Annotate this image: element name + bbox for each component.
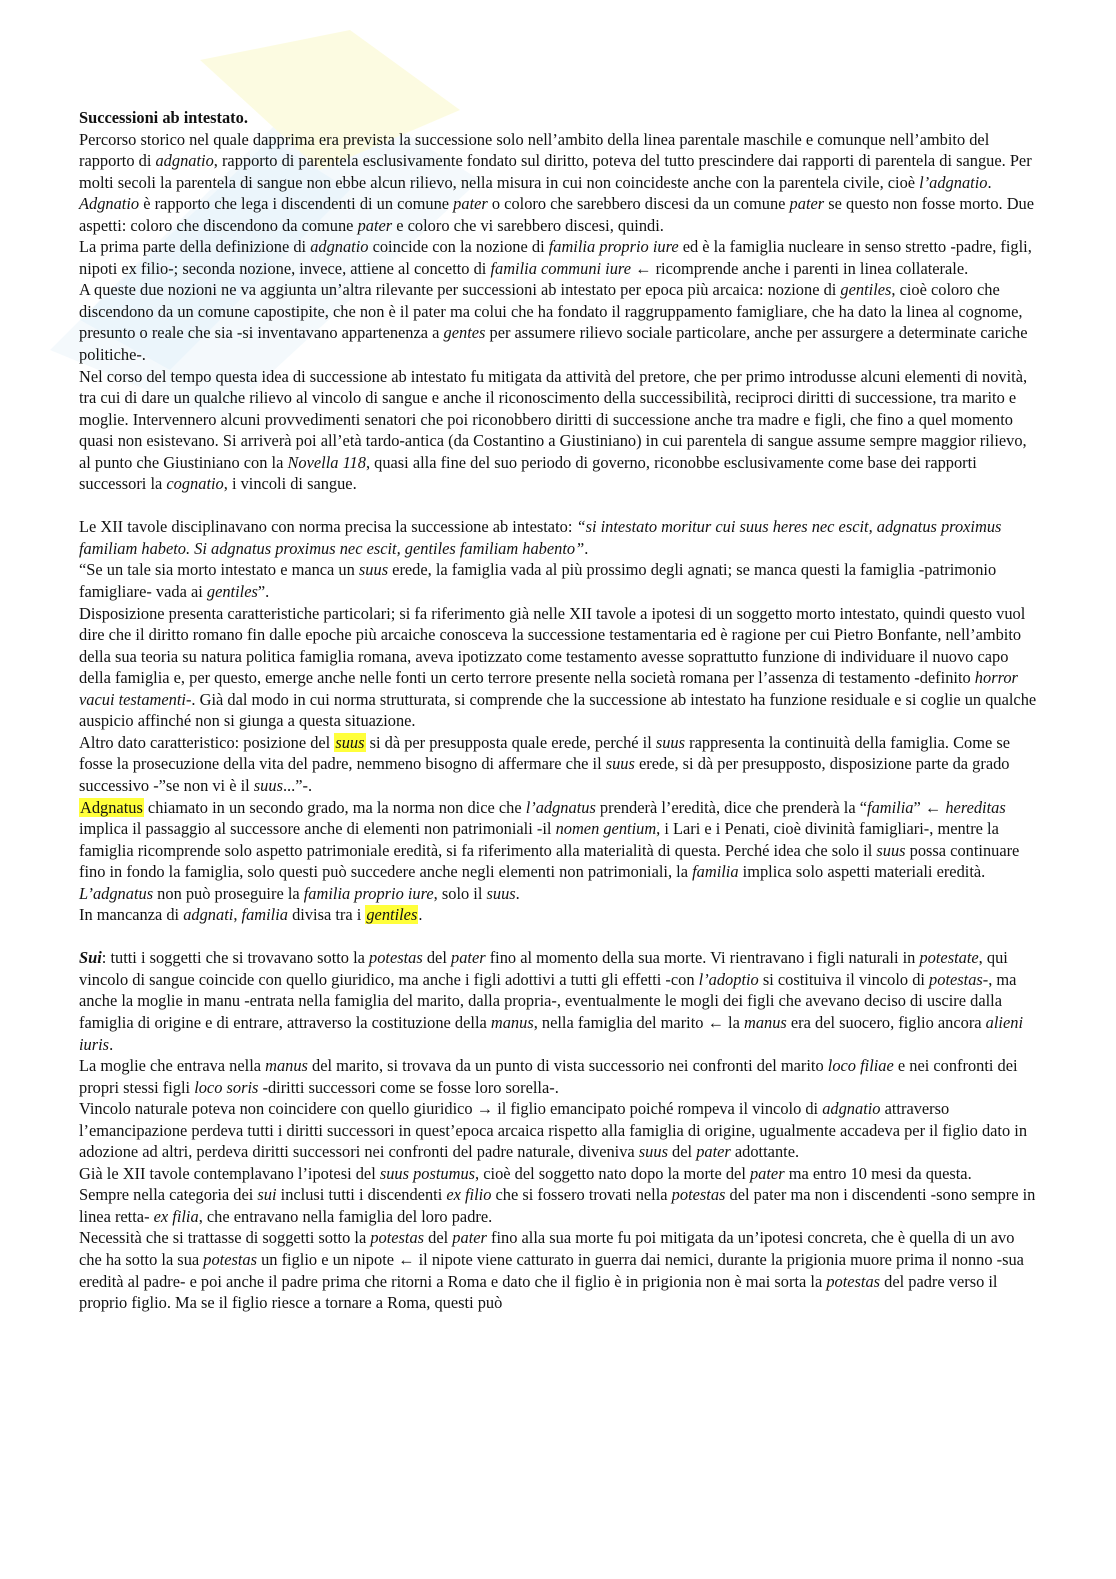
paragraph: A queste due nozioni ne va aggiunta un’altra rilevante per successioni ab intestato per epoca più arcaica: nozione di gentiles, cioè coloro che discendono da un comune capostipite, che non è il pater ma colui che ha fondato il raggruppamento famigliare, che ha dato la linea al cognome, presunto o reale che sia -si inventavano appartenenza a gentes per assumere rilievo sociale particolare, anche per assurgere a determinate cariche politiche-. bbox=[79, 280, 1028, 365]
document-title: Successioni ab intestato. bbox=[79, 108, 248, 127]
paragraph-gap bbox=[79, 926, 1039, 948]
paragraph: Altro dato caratteristico: posizione del suus si dà per presupposta quale erede, perché il suus rappresenta la continuità della famiglia. Come se fosse la prosecuzione della vita del padre, nemmeno bisogno di affermare che il suus erede, si dà per presupposto, disposizione parte da grado successivo -”se non vi è il suus...”-. bbox=[79, 732, 1010, 795]
highlight: gentiles bbox=[366, 905, 418, 925]
paragraph: Disposizione presenta caratteristiche particolari; si fa riferimento già nelle XII tavole a ipotesi di un soggetto morto intestato, quindi questo vuol dire che il diritto romano fin dalle epoche più arcaiche conosceva la successione testamentaria ed è ragione per cui Pietro Bonfante, nell’ambito della sua teoria su natura politica famiglia romana, aveva ipotizzato come testamento avesse soprattutto funzione di individuare il nuovo capo della famiglia e, per questo, emerge anche nelle fonti un certo terrore presente nella società romana per l’assenza di testamento -definito horror vacui testamenti-. Già dal modo in cui norma strutturata, si comprende che la successione ab intestato ha funzione residuale e si coglie un qualche auspicio affinché non si giunga a questa situazione. bbox=[79, 603, 1037, 731]
paragraph: Vincolo naturale poteva non coincidere con quello giuridico → il figlio emancipato poiché rompeva il vincolo di adgnatio attraverso l’emancipazione perdeva tutti i diritti successori in quest’epoca arcaica rispetto alla famiglia di origine, ugualmente accadeva per il figlio dato in adozione ad altri, perdeva diritti successori nei confronti del padre naturale, diveniva suus del pater adottante. bbox=[79, 1099, 1028, 1162]
paragraph: Adgnatio è rapporto che lega i discendenti di un comune pater o coloro che sarebbero discesi da un comune pater se questo non fosse morto. Due aspetti: coloro che discendono da comune pater e coloro che vi sarebbero discesi, quindi. bbox=[79, 194, 1035, 235]
paragraph: Nel corso del tempo questa idea di successione ab intestato fu mitigata da attività del pretore, che per primo introdusse alcuni elementi di novità, tra cui di dare un qualche rilievo al vincolo di sangue e anche il riconoscimento della successibilità, reciproci diritti di successione, tra marito e moglie. Intervennero alcuni provvedimenti senatori che poi riconobbero diritti di successione anche tra madre e figli, che fino a quel momento quasi non esistevano. Si arriverà poi all’età tardo-antica (da Costantino a Giustiniano) in cui parentela di sangue assume sempre maggior rilievo, al punto che Giustiniano con la Novella 118, quasi alla fine del suo periodo di governo, riconobbe esclusivamente come base dei rapporti successori la cognatio, i vincoli di sangue. bbox=[79, 366, 1028, 494]
paragraph-gap bbox=[79, 495, 1039, 517]
document-page bbox=[79, 107, 1039, 1314]
paragraph: “Se un tale sia morto intestato e manca un suus erede, la famiglia vada al più prossimo degli agnati; se manca questi la famiglia -patrimonio famigliare- vada ai gentiles”. bbox=[79, 560, 997, 602]
paragraph: Percorso storico nel quale dapprima era prevista la successione solo nell’ambito della linea parentale maschile e comunque nell’ambito del rapporto di adgnatio, rapporto di parentela esclusivamente fondato sul diritto, poteva del tutto prescindere dai rapporti di parentela di sangue. Per molti secoli la parentela di sangue non ebbe alcun rilievo, nella misura in cui non coincideste anche con la parentela civile, cioè l’adgnatio. bbox=[79, 129, 1032, 192]
highlight: Adgnatus bbox=[80, 797, 143, 817]
paragraph: Già le XII tavole contemplavano l’ipotesi del suus postumus, cioè del soggetto nato dopo la morte del pater ma entro 10 mesi da questa. bbox=[79, 1163, 972, 1183]
paragraph: Sempre nella categoria dei sui inclusi tutti i discendenti ex filio che si fossero trovati nella potestas del pater ma non i discendenti -sono sempre in linea retta- ex filia, che entravano nella famiglia del loro padre. bbox=[79, 1185, 1036, 1226]
paragraph: In mancanza di adgnati, familia divisa tra i gentiles. bbox=[79, 905, 423, 925]
paragraph: Sui: tutti i soggetti che si trovavano sotto la potestas del pater fino al momento della sua morte. Vi rientravano i figli naturali in potestate, qui vincolo di sangue coincide con quello giuridico, ma anche i figli adottivi a tutti gli effetti -con l’adoptio si costituiva il vincolo di potestas-, ma anche la moglie in manu -entrata nella famiglia del marito, dalla propria-, eventualmente le mogli dei figli che avevano deciso di uscire dalla famiglia di origine e di entrare, attraverso la costituzione della manus, nella famiglia del marito ← la manus era del suocero, figlio ancora alieni iuris. bbox=[79, 948, 1023, 1054]
paragraph: La prima parte della definizione di adgnatio coincide con la nozione di familia proprio iure ed è la famiglia nucleare in senso stretto -padre, figli, nipoti ex filio-; seconda nozione, invece, attiene al concetto di familia communi iure ← ricomprende anche i parenti in linea collaterale. bbox=[79, 237, 1032, 278]
paragraph: Necessità che si trattasse di soggetti sotto la potestas del pater fino alla sua morte fu poi mitigata da un’ipotesi concreta, che è quella di un avo che ha sotto la sua potestas un figlio e un nipote ← il nipote viene catturato in guerra dai nemici, durante la prigionia muore prima il nonno -sua eredità al padre- e poi anche il padre prima che ritorni a Roma e dato che il figlio è in prigionia non è mai sorta la potestas del padre verso il proprio figlio. Ma se il figlio riesce a tornare a Roma, questi può bbox=[79, 1228, 1024, 1313]
paragraph: La moglie che entrava nella manus del marito, si trovava da un punto di vista successorio nei confronti del marito loco filiae e nei confronti dei propri stessi figli loco soris -diritti successori come se fosse loro sorella-. bbox=[79, 1056, 1018, 1097]
highlight: suus bbox=[335, 732, 365, 752]
paragraph: Adgnatus chiamato in un secondo grado, ma la norma non dice che l’adgnatus prenderà l’eredità, dice che prenderà la “familia” ← hereditas implica il passaggio al successore anche di elementi non patrimoniali -il nomen gentium, i Lari e i Penati, cioè divinità famigliari-, mentre la famiglia ricomprende solo aspetto patrimoniale eredità, si fa riferimento alla materialità di questa. Perché idea che solo il suus possa continuare fino in fondo la famiglia, solo questi può succedere anche negli elementi non patrimoniali, la familia implica solo aspetti materiali eredità. L’adgnatus non può proseguire la familia proprio iure, solo il suus. bbox=[79, 797, 1020, 903]
paragraph: Le XII tavole disciplinavano con norma precisa la successione ab intestato: “si intestato moritur cui suus heres nec escit, adgnatus proximus familiam habeto. Si adgnatus proximus nec escit, gentiles familiam habento”. bbox=[79, 517, 1002, 558]
